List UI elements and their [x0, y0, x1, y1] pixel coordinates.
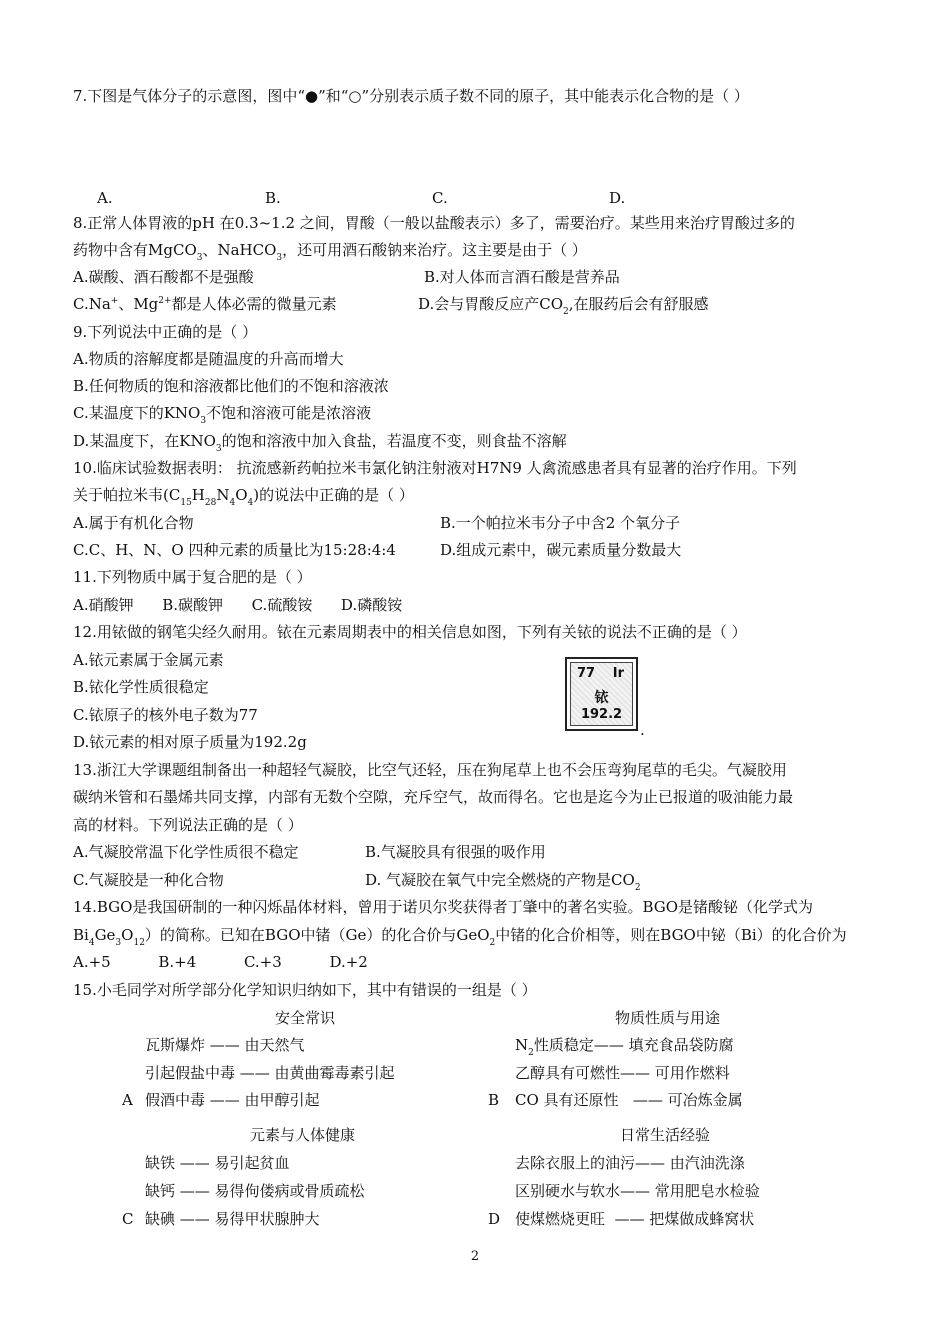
q9-option-d: D.某温度下，在$KNO_3$的饱和溶液中加入食盐，若温度不变，则食盐不溶解 — [73, 432, 567, 454]
q12-option-a: A.铱元素属于金属元素 — [73, 651, 224, 669]
q10-line1: 10.临床试验数据表明： 抗流感新药帕拉米韦氯化钠注射液对H7N9 人禽流感患者具有显著的治疗作用。下列 — [73, 459, 797, 477]
q15-group-d-line1: 去除衣服上的油污—— 由汽油洗涤 — [515, 1154, 745, 1172]
element-symbol: Ir — [612, 666, 624, 681]
q12-option-d: D.铱元素的相对原子质量为192.2g — [73, 733, 307, 751]
q8-line1: 8.正常人体胃液的pH 在0.3~1.2 之间，胃酸（一般以盐酸表示）多了，需要治疗。某些用来治疗胃酸过多的 — [73, 214, 795, 232]
q9-option-a: A.物质的溶解度都是随温度的升高而增大 — [73, 350, 344, 368]
atomic-number: 77 — [577, 666, 596, 681]
q15-group-d-line2: 区别硬水与软水—— 常用肥皂水检验 — [515, 1182, 760, 1200]
q10-option-c: C.C、H、N、O 四种元素的质量比为15:28:4:4 — [73, 541, 396, 559]
iridium-element-tile — [565, 657, 638, 731]
q10-option-a: A.属于有机化合物 — [73, 514, 194, 532]
q10-line2: 关于帕拉米韦$(C_{15}H_{28}N_4O_4)$的说法中正确的是（ ） — [73, 486, 414, 508]
element-tile-inner — [570, 662, 633, 726]
q7-option-a: A. — [97, 189, 113, 207]
q15-group-a-title: 安全常识 — [275, 1009, 336, 1027]
q13-line2: 碳纳米管和石墨烯共同支撑，内部有无数个空隙，充斥空气，故而得名。它也是迄今为止已报道的吸油能力最 — [73, 788, 794, 806]
q8-option-b: B.对人体而言酒石酸是营养品 — [424, 268, 620, 286]
q13-option-c: C.气凝胶是一种化合物 — [73, 871, 224, 889]
q8-option-c: C.Na+、$Mg^{2+}$都是人体必需的微量元素 — [73, 295, 337, 313]
q9-option-b: B.任何物质的饱和溶液都比他们的不饱和溶液浓 — [73, 377, 389, 395]
q8-option-a: A.碳酸、酒石酸都不是强酸 — [73, 268, 254, 286]
q15-group-d-line3: 使煤燃烧更旺 —— 把煤做成蜂窝状 — [515, 1210, 755, 1228]
q13-option-d: D. 气凝胶在氧气中完全燃烧的产物是$CO_2$ — [365, 871, 641, 893]
q15-group-b-letter: B — [488, 1091, 500, 1109]
q12-stem: 12.用铱做的钢笔尖经久耐用。铱在元素周期表中的相关信息如图，下列有关铱的说法不正确的是（ ） — [73, 623, 747, 641]
q15-group-c-line3: 缺碘 —— 易得甲状腺肿大 — [145, 1210, 320, 1228]
trailing-period: . — [640, 721, 645, 739]
q11-stem: 11.下列物质中属于复合肥的是（ ） — [73, 568, 312, 586]
q15-group-b-title: 物质性质与用途 — [615, 1009, 721, 1027]
q15-group-a-letter: A — [122, 1091, 133, 1109]
q15-group-a-line1: 瓦斯爆炸 —— 由天然气 — [145, 1036, 305, 1054]
q7-stem: 7.下图是气体分子的示意图，图中“●”和“○”分别表示质子数不同的原子，其中能表示化合物的是（ ） — [73, 87, 749, 105]
q15-group-c-letter: C — [122, 1210, 134, 1228]
q8-line2: 药物中含有MgCO$_3$、NaHCO$_3$，还可用酒石酸钠来治疗。这主要是由于（ ） — [73, 241, 587, 263]
q7-option-b: B. — [265, 189, 281, 207]
q10-option-b: B.一个帕拉米韦分子中含2 个氧分子 — [440, 514, 681, 532]
q15-group-c-title: 元素与人体健康 — [250, 1126, 356, 1144]
q7-option-d: D. — [609, 189, 626, 207]
q15-group-b-line2: 乙醇具有可燃性—— 可用作燃料 — [515, 1064, 730, 1082]
q15-group-d-letter: D — [488, 1210, 501, 1228]
q14-line1: 14.BGO是我国研制的一种闪烁晶体材料，曾用于诺贝尔奖获得者丁肇中的著名实验。BGO是锗酸铋（化学式为 — [73, 898, 814, 916]
q15-stem: 15.小毛同学对所学部分化学知识归纳如下，其中有错误的一组是（ ） — [73, 981, 537, 999]
q11-options: A.硝酸钾 B.碳酸钾 C.硫酸铵 D.磷酸铵 — [73, 596, 403, 614]
q7-option-c: C. — [432, 189, 448, 207]
q15-group-c-line1: 缺铁 —— 易引起贫血 — [145, 1154, 290, 1172]
q14-line2: $Bi_4Ge_3O_{12}$）的简称。已知在BGO中锗（Ge）的化合价与GeO$_2$中锗的化合价相等，则在BGO中铋（Bi）的化合价为 — [73, 926, 847, 948]
q15-group-b-line1: $N_2$性质稳定—— 填充食品袋防腐 — [515, 1036, 734, 1058]
q14-options: A.+5 B.+4 C.+3 D.+2 — [73, 953, 368, 971]
q9-stem: 9.下列说法中正确的是（ ） — [73, 323, 258, 341]
q15-group-d-title: 日常生活经验 — [620, 1126, 711, 1144]
q15-group-a-line3: 假酒中毒 —— 由甲醇引起 — [145, 1091, 320, 1109]
q8-option-d: D.会与胃酸反应产$CO_2$,在服药后会有舒服感 — [418, 295, 709, 317]
q13-line3: 高的材料。下列说法正确的是（ ） — [73, 816, 303, 834]
element-name: 铱 — [594, 690, 609, 706]
q15-group-b-line3: CO 具有还原性 —— 可冶炼金属 — [515, 1091, 743, 1109]
q13-option-a: A.气凝胶常温下化学性质很不稳定 — [73, 843, 299, 861]
q13-line1: 13.浙江大学课题组制备出一种超轻气凝胶，比空气还轻，压在狗尾草上也不会压弯狗尾草的毛尖。气凝胶用 — [73, 761, 787, 779]
q12-option-b: B.铱化学性质很稳定 — [73, 678, 209, 696]
q9-option-c: C.某温度下的$KNO_3$不饱和溶液可能是浓溶液 — [73, 404, 372, 426]
q13-option-b: B.气凝胶具有很强的吸作用 — [365, 843, 546, 861]
q12-option-c: C.铱原子的核外电子数为77 — [73, 706, 258, 724]
page-number: 2 — [470, 1249, 480, 1264]
atomic-mass: 192.2 — [580, 707, 623, 722]
q15-group-c-line2: 缺钙 —— 易得佝偻病或骨质疏松 — [145, 1182, 365, 1200]
q10-option-d: D.组成元素中，碳元素质量分数最大 — [440, 541, 682, 559]
q15-group-a-line2: 引起假盐中毒 —— 由黄曲霉毒素引起 — [145, 1064, 395, 1082]
